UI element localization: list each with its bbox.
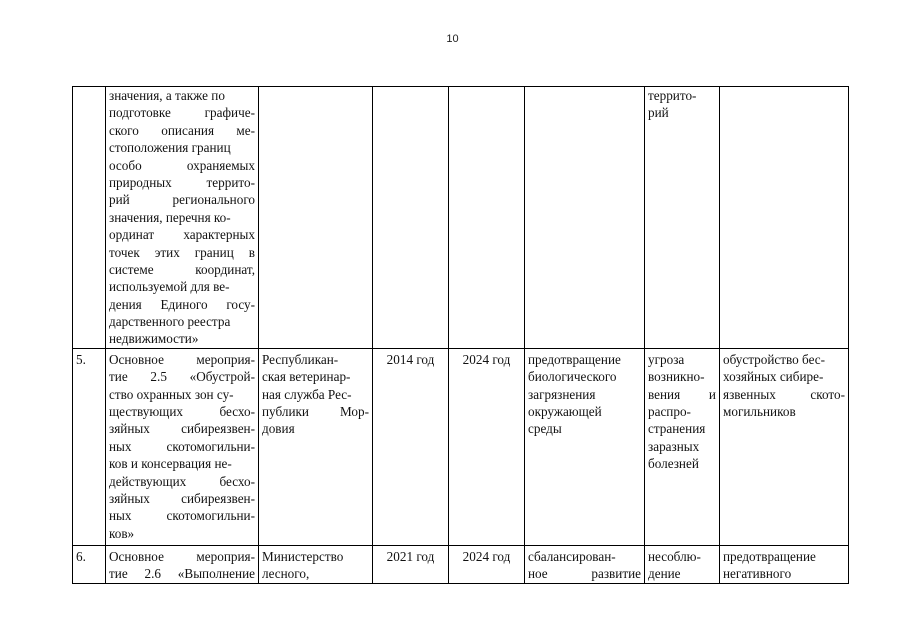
page-number: 10: [446, 33, 459, 45]
cell-line: ных скотомогильни-: [109, 438, 255, 454]
cell-line: распро-: [648, 404, 691, 420]
cell-line: недвижимости»: [109, 331, 199, 347]
row-number-cell: 6.: [73, 545, 106, 583]
cell-line: публики Мор-: [262, 404, 369, 420]
program-activities-table: [72, 86, 849, 584]
cell-line: ков и консервация не-: [109, 456, 232, 472]
row-number-cell: [73, 87, 106, 349]
cell-line: системе координат,: [109, 261, 255, 277]
cell-line: действующих бесхо-: [109, 473, 255, 489]
cell-line: довия: [262, 421, 295, 437]
row-number-cell: 5.: [73, 348, 106, 545]
cell-line: ная служба Рес-: [262, 386, 352, 402]
cell-line: подготовке графиче-: [109, 105, 255, 121]
cell-line: лесного,: [262, 566, 310, 582]
cell-line: болезней: [648, 456, 699, 472]
cell-line: тие 2.5 «Обустрой-: [109, 369, 255, 385]
risk-cell: [645, 87, 720, 349]
cell-line: дарственного реестра: [109, 314, 231, 330]
result-cell: [525, 87, 645, 349]
risk-cell: [645, 348, 720, 545]
cell-line: природных террито-: [109, 174, 255, 190]
cell-line: загрязнения: [528, 386, 596, 402]
table-row: [73, 87, 849, 349]
link-cell: [720, 545, 849, 583]
cell-line: ского описания ме-: [109, 122, 255, 138]
cell-line: зяйных сибиреязвен-: [109, 421, 255, 437]
cell-line: хозяйных сибире-: [723, 369, 824, 385]
cell-line: тие 2.6 «Выполнение: [109, 566, 255, 582]
result-cell: [525, 545, 645, 583]
cell-line: особо охраняемых: [109, 157, 255, 173]
cell-line: Основное мероприя-: [109, 548, 255, 564]
executor-cell: [259, 545, 373, 583]
cell-line: странения: [648, 421, 706, 437]
start-year-cell: [373, 87, 449, 349]
cell-line: предотвращение: [723, 548, 816, 564]
table-row: [73, 348, 849, 545]
cell-line: ществующих бесхо-: [109, 404, 255, 420]
activity-cell: [106, 348, 259, 545]
cell-line: дение: [648, 566, 681, 582]
cell-line: ская ветеринар-: [262, 369, 351, 385]
cell-line: обустройство бес-: [723, 351, 826, 367]
start-year-cell: 2021 год: [373, 545, 449, 583]
cell-line: значения, а также по: [109, 88, 225, 103]
cell-line: язвенных ското-: [723, 386, 845, 402]
link-cell: [720, 87, 849, 349]
cell-line: ординат характерных: [109, 227, 255, 243]
cell-line: среды: [528, 421, 562, 437]
cell-line: Республикан-: [262, 351, 339, 367]
cell-line: значения, перечня ко-: [109, 209, 231, 225]
cell-line: возникно-: [648, 369, 705, 385]
activity-cell: [106, 545, 259, 583]
table-row: [73, 545, 849, 583]
cell-line: террито-: [648, 88, 697, 103]
cell-line: угроза: [648, 351, 685, 367]
executor-cell: [259, 348, 373, 545]
executor-cell: [259, 87, 373, 349]
cell-line: рий: [648, 105, 669, 121]
cell-line: стоположения границ: [109, 140, 231, 156]
cell-line: Основное мероприя-: [109, 351, 255, 367]
cell-line: вения и: [648, 386, 716, 402]
cell-line: ство охранных зон су-: [109, 386, 234, 402]
end-year-cell: [449, 87, 525, 349]
activity-cell: [106, 87, 259, 349]
cell-line: ное развитие: [528, 566, 641, 582]
end-year-cell: 2024 год: [449, 545, 525, 583]
cell-line: дения Единого госу-: [109, 296, 255, 312]
cell-line: Министерство: [262, 548, 344, 564]
cell-line: биологического: [528, 369, 617, 385]
cell-line: окружающей: [528, 404, 602, 420]
cell-line: негативного: [723, 566, 792, 582]
start-year-cell: 2014 год: [373, 348, 449, 545]
risk-cell: [645, 545, 720, 583]
cell-line: ных скотомогильни-: [109, 508, 255, 524]
cell-line: предотвращение: [528, 351, 621, 367]
cell-line: несоблю-: [648, 548, 701, 564]
link-cell: [720, 348, 849, 545]
cell-line: рий регионального: [109, 192, 255, 208]
cell-line: могильников: [723, 404, 796, 420]
cell-line: сбалансирован-: [528, 548, 616, 564]
cell-line: зяйных сибиреязвен-: [109, 490, 255, 506]
result-cell: [525, 348, 645, 545]
end-year-cell: 2024 год: [449, 348, 525, 545]
cell-line: ков»: [109, 525, 135, 541]
cell-line: используемой для ве-: [109, 279, 230, 295]
cell-line: заразных: [648, 438, 700, 454]
cell-line: точек этих границ в: [109, 244, 255, 260]
